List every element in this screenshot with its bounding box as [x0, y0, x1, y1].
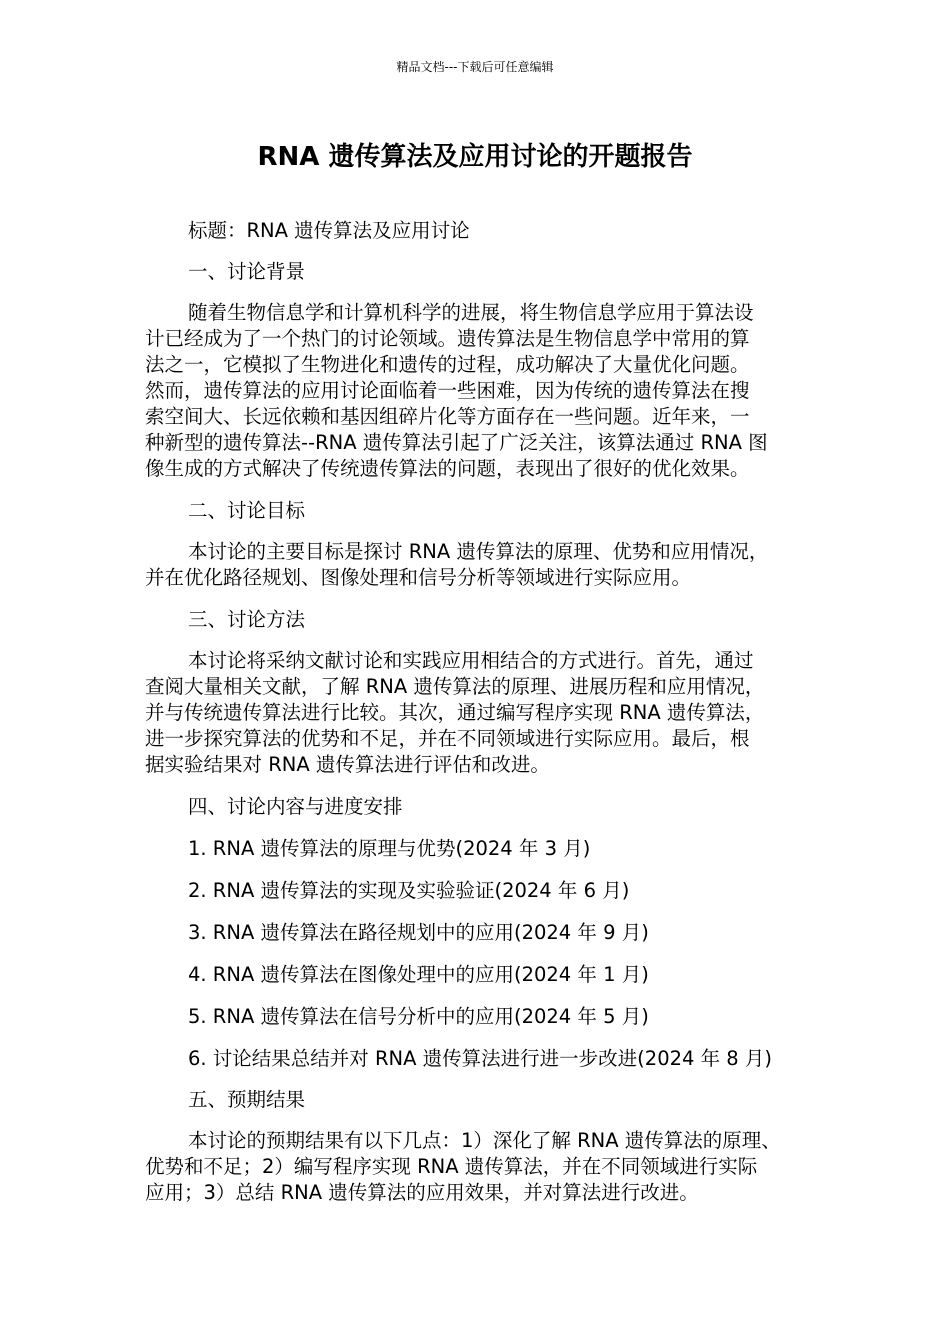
paragraph-line: 本讨论将采纳文献讨论和实践应用相结合的方式进行。首先，通过	[188, 649, 754, 672]
subject-line: 标题：RNA 遗传算法及应用讨论	[188, 219, 470, 242]
section-heading-goals: 二、讨论目标	[188, 499, 306, 522]
paragraph-line: 计已经成为了一个热门的讨论领域。遗传算法是生物信息学中常用的算	[145, 327, 750, 350]
paragraph-line: 查阅大量相关文献，了解 RNA 遗传算法的原理、进展历程和应用情况，	[145, 675, 765, 698]
section-heading-expected-results: 五、预期结果	[188, 1088, 306, 1111]
schedule-item: 4. RNA 遗传算法在图像处理中的应用(2024 年 1 月)	[188, 963, 649, 986]
paragraph-line: 法之一，它模拟了生物进化和遗传的过程，成功解决了大量优化问题。	[145, 353, 750, 376]
paragraph-line: 并在优化路径规划、图像处理和信号分析等领域进行实际应用。	[145, 566, 692, 589]
paragraph-line: 然而，遗传算法的应用讨论面临着一些困难，因为传统的遗传算法在搜	[145, 379, 750, 402]
schedule-item: 5. RNA 遗传算法在信号分析中的应用(2024 年 5 月)	[188, 1005, 649, 1028]
paragraph-expected-results	[145, 1128, 809, 1206]
paragraph-line: 应用；3）总结 RNA 遗传算法的应用效果，并对算法进行改进。	[145, 1181, 699, 1204]
section-heading-schedule: 四、讨论内容与进度安排	[188, 795, 403, 818]
section-heading-background: 一、讨论背景	[188, 260, 306, 283]
header-note: 精品文档---下载后可任意编辑	[396, 60, 554, 74]
paragraph-goals	[145, 539, 809, 591]
paragraph-line: 据实验结果对 RNA 遗传算法进行评估和改进。	[145, 753, 550, 776]
paragraph-line: 索空间大、长远依赖和基因组碎片化等方面存在一些问题。近年来，一	[145, 405, 750, 428]
paragraph-line: 本讨论的预期结果有以下几点：1）深化了解 RNA 遗传算法的原理、	[188, 1129, 781, 1152]
paragraph-line: 进一步探究算法的优势和不足，并在不同领域进行实际应用。最后，根	[145, 727, 750, 750]
paragraph-line: 种新型的遗传算法--RNA 遗传算法引起了广泛关注，该算法通过 RNA 图	[145, 431, 768, 454]
paragraph-line: 像生成的方式解决了传统遗传算法的问题，表现出了很好的优化效果。	[145, 457, 750, 480]
paragraph-methods	[145, 648, 809, 778]
paragraph-line: 本讨论的主要目标是探讨 RNA 遗传算法的原理、优势和应用情况，	[188, 540, 769, 563]
schedule-item: 6. 讨论结果总结并对 RNA 遗传算法进行进一步改进(2024 年 8 月)	[188, 1047, 773, 1070]
paragraph-line: 随着生物信息学和计算机科学的进展，将生物信息学应用于算法设	[188, 301, 754, 324]
schedule-item: 3. RNA 遗传算法在路径规划中的应用(2024 年 9 月)	[188, 921, 649, 944]
paragraph-background	[145, 300, 809, 482]
paragraph-line: 并与传统遗传算法进行比较。其次，通过编写程序实现 RNA 遗传算法，	[145, 701, 765, 724]
schedule-item: 2. RNA 遗传算法的实现及实验验证(2024 年 6 月)	[188, 879, 630, 902]
schedule-item: 1. RNA 遗传算法的原理与优势(2024 年 3 月)	[188, 837, 591, 860]
document-body	[145, 218, 809, 1206]
paragraph-line: 优势和不足；2）编写程序实现 RNA 遗传算法，并在不同领域进行实际	[145, 1155, 758, 1178]
section-heading-methods: 三、讨论方法	[188, 608, 306, 631]
document-title: RNA 遗传算法及应用讨论的开题报告	[257, 142, 693, 172]
